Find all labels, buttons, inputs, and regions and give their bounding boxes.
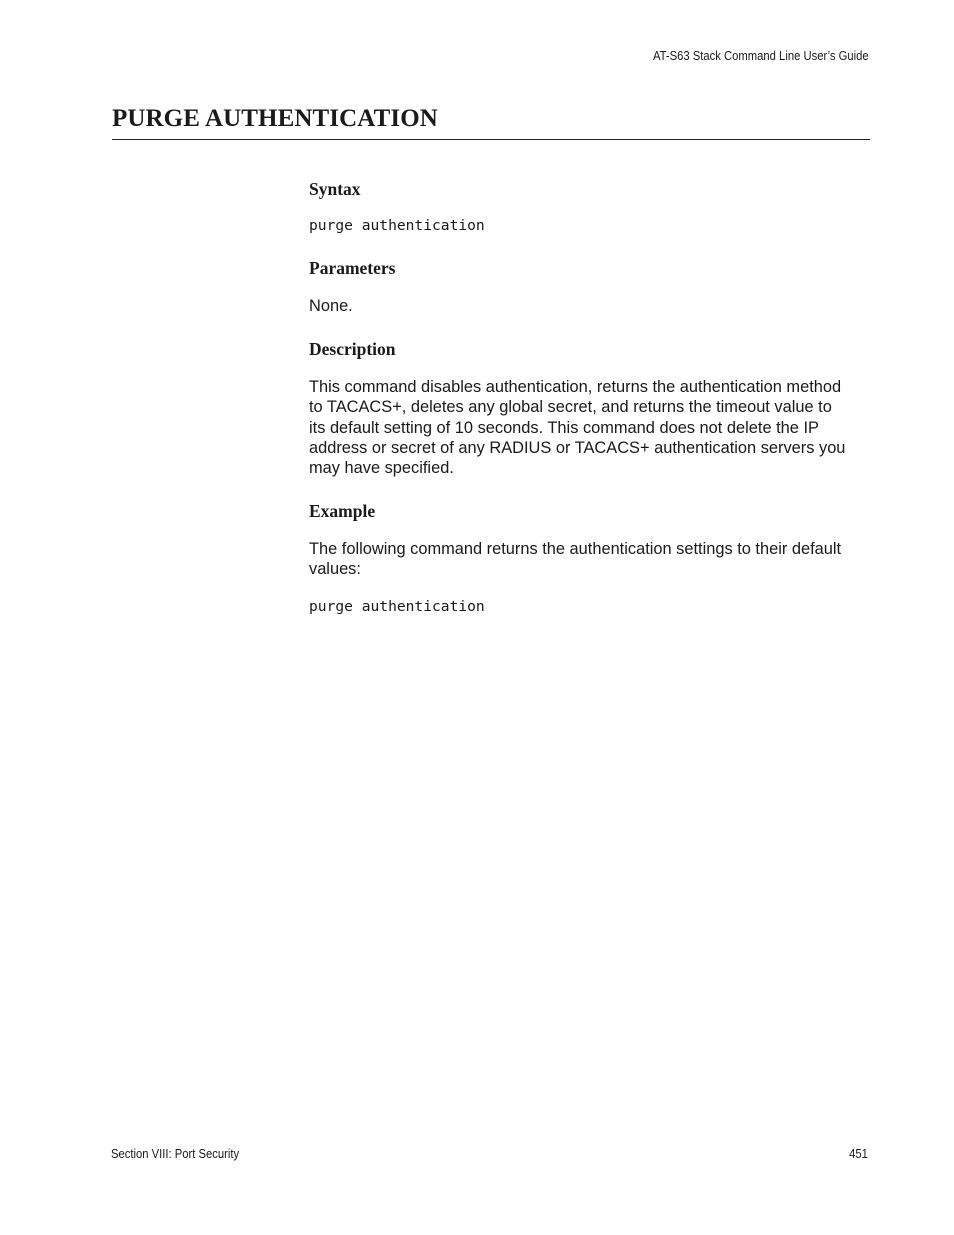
syntax-code: purge authentication: [309, 217, 485, 234]
description-line: its default setting of 10 seconds. This command does not delete the IP: [309, 418, 819, 437]
footer-section-label: Section VIII: Port Security: [111, 1147, 240, 1161]
page-title: PURGE AUTHENTICATION: [112, 105, 438, 132]
description-heading: Description: [309, 339, 396, 359]
description-line: address or secret of any RADIUS or TACACS+ authentication servers you: [309, 438, 846, 457]
running-header: AT-S63 Stack Command Line User’s Guide: [653, 49, 869, 63]
title-rule: [112, 139, 870, 140]
description-paragraph: [309, 377, 874, 478]
example-paragraph: [309, 539, 874, 580]
description-line: may have specified.: [309, 459, 454, 478]
example-line: The following command returns the authentication settings to their default: [309, 540, 842, 558]
footer-page-number: 451: [849, 1147, 868, 1161]
example-code: purge authentication: [309, 598, 485, 615]
description-line: This command disables authentication, returns the authentication method: [309, 378, 842, 396]
example-line: values:: [309, 560, 361, 579]
example-heading: Example: [309, 501, 376, 521]
description-line: to TACACS+, deletes any global secret, and returns the timeout value to: [309, 398, 832, 417]
parameters-text: None.: [309, 297, 353, 315]
syntax-heading: Syntax: [309, 179, 361, 199]
parameters-heading: Parameters: [309, 258, 396, 278]
